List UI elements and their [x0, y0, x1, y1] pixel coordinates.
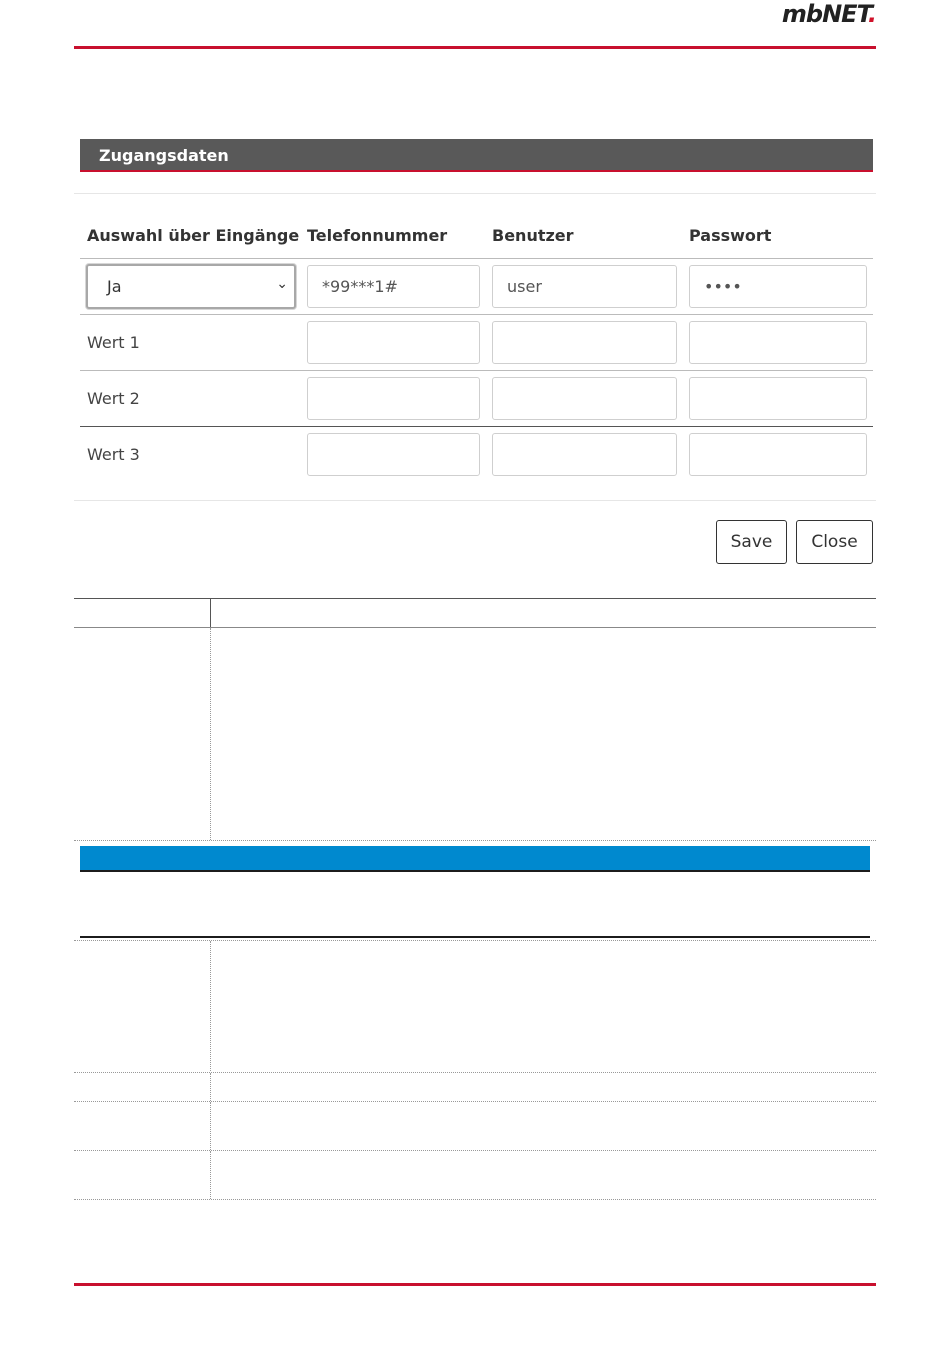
- logo-dot: .: [867, 0, 876, 28]
- wert-2-benutzer-input[interactable]: [492, 377, 677, 420]
- auswahl-select[interactable]: [86, 264, 296, 309]
- close-button[interactable]: Close: [796, 520, 873, 564]
- panel-header: [80, 139, 873, 172]
- table-column-divider: [210, 628, 211, 840]
- row-label-wert-2: Wert 2: [87, 389, 140, 408]
- table-row-border: [74, 1101, 876, 1102]
- wert-1-benutzer-input[interactable]: [492, 321, 677, 364]
- panel-title: Zugangsdaten: [99, 146, 229, 165]
- header-benutzer: Benutzer: [492, 226, 574, 245]
- wert-3-benutzer-input[interactable]: [492, 433, 677, 476]
- panel-top-separator: [74, 193, 876, 194]
- header-divider-line: [80, 258, 873, 259]
- table-row-border: [74, 1150, 876, 1151]
- header-telefonnummer: Telefonnummer: [307, 226, 448, 245]
- wert-1-telefonnummer-input[interactable]: [307, 321, 480, 364]
- passwort-input[interactable]: [689, 265, 867, 308]
- benutzer-input[interactable]: [492, 265, 677, 308]
- telefonnummer-input[interactable]: [307, 265, 480, 308]
- table-top-border: [74, 598, 876, 599]
- table-row-border: [74, 940, 876, 941]
- footer-divider: [74, 1283, 876, 1286]
- panel-bottom-separator: [74, 500, 876, 501]
- mbnet-logo: [746, 0, 876, 30]
- row-label-wert-1: Wert 1: [87, 333, 140, 352]
- wert-3-passwort-input[interactable]: [689, 433, 867, 476]
- save-button[interactable]: Save: [716, 520, 787, 564]
- table-column-divider: [210, 1151, 211, 1199]
- table-header-border: [74, 627, 876, 628]
- table-column-divider: [210, 598, 211, 628]
- wert-3-telefonnummer-input[interactable]: [307, 433, 480, 476]
- row-divider: [80, 426, 873, 427]
- wert-2-passwort-input[interactable]: [689, 377, 867, 420]
- chevron-down-icon: ⌄: [276, 276, 288, 292]
- row-divider: [80, 370, 873, 371]
- table-row-border: [74, 840, 876, 841]
- table-column-divider: [210, 1102, 211, 1150]
- logo-text: mbNET: [781, 0, 868, 28]
- table-column-divider: [210, 941, 211, 1071]
- table-row-border: [74, 1072, 876, 1073]
- auswahl-select-value: Ja: [107, 277, 122, 296]
- blue-section-bar: [80, 846, 870, 872]
- wert-2-telefonnummer-input[interactable]: [307, 377, 480, 420]
- header-divider: [74, 46, 876, 49]
- row-divider: [80, 314, 873, 315]
- wert-1-passwort-input[interactable]: [689, 321, 867, 364]
- row-label-wert-3: Wert 3: [87, 445, 140, 464]
- header-passwort: Passwort: [689, 226, 772, 245]
- table-column-divider: [210, 1073, 211, 1101]
- section-divider: [80, 936, 870, 938]
- header-auswahl: Auswahl über Eingänge: [87, 226, 300, 245]
- table-bottom-border: [74, 1199, 876, 1200]
